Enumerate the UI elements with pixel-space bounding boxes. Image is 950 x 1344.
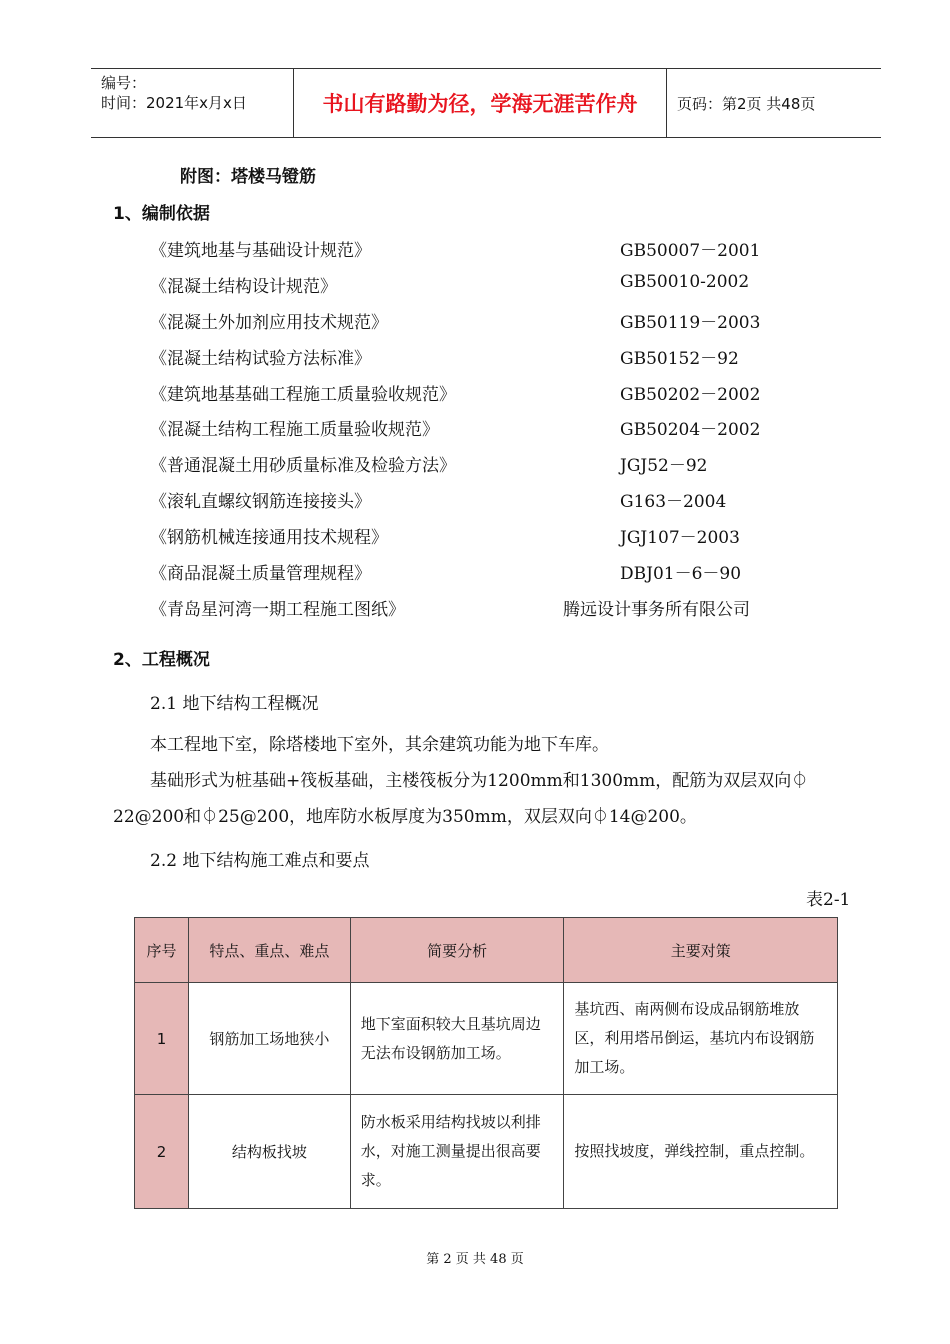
ref-name: 《混凝土外加剂应用技术规范》	[150, 313, 388, 333]
row-number: 1	[135, 983, 189, 1095]
row-measure: 按照找坡度，弹线控制，重点控制。	[564, 1095, 838, 1209]
row-measure: 基坑西、南两侧布设成品钢筋堆放区，利用塔吊倒运，基坑内布设钢筋加工场。	[564, 983, 838, 1095]
ref-code: 腾远设计事务所有限公司	[563, 600, 750, 620]
ref-code: GB50152－92	[620, 349, 739, 369]
ref-code: DBJ01－6－90	[620, 564, 742, 584]
ref-code: GB50204－2002	[620, 420, 761, 440]
ref-code: GB50202－2002	[620, 385, 761, 405]
page-footer: 第 2 页 共 48 页	[426, 1252, 524, 1267]
ref-code: JGJ52－92	[620, 456, 708, 476]
table-header-cell: 特点、重点、难点	[188, 918, 350, 983]
difficulty-table	[134, 917, 838, 1209]
subsection-2-2: 2.2 地下结构施工难点和要点	[150, 851, 370, 871]
section1-title: 1、编制依据	[113, 204, 210, 224]
ref-name: 《混凝土结构工程施工质量验收规范》	[150, 420, 439, 440]
subsection-2-1: 2.1 地下结构工程概况	[150, 694, 319, 714]
header-left	[101, 73, 247, 113]
table-header-cell: 简要分析	[350, 918, 564, 983]
section2-title: 2、工程概况	[113, 650, 210, 670]
row-analysis: 地下室面积较大且基坑周边无法布设钢筋加工场。	[350, 983, 564, 1095]
paragraph-1: 本工程地下室，除塔楼地下室外，其余建筑功能为地下车库。	[150, 735, 609, 755]
paragraph-2-line-1: 基础形式为桩基础+筏板基础，主楼筏板分为1200mm和1300mm，配筋为双层双向⏀	[150, 771, 809, 791]
table-row	[135, 1095, 838, 1209]
page-header	[91, 68, 881, 138]
ref-name: 《青岛星河湾一期工程施工图纸》	[150, 600, 405, 620]
table-header-cell: 主要对策	[564, 918, 838, 983]
header-page-number: 页码：第2页 共48页	[677, 95, 816, 113]
row-analysis: 防水板采用结构找坡以利排水，对施工测量提出很高要求。	[350, 1095, 564, 1209]
row-feature: 结构板找坡	[188, 1095, 350, 1209]
ref-name: 《滚轧直螺纹钢筋连接接头》	[150, 492, 371, 512]
table-header-row	[135, 918, 838, 983]
ref-name: 《建筑地基基础工程施工质量验收规范》	[150, 385, 456, 405]
ref-code: GB50007－2001	[620, 241, 761, 261]
row-feature: 钢筋加工场地狭小	[188, 983, 350, 1095]
ref-code: GB50119－2003	[620, 313, 761, 333]
ref-name: 《混凝土结构试验方法标准》	[150, 349, 371, 369]
table-row	[135, 983, 838, 1095]
time-label: 时间：2021年x月x日	[101, 94, 247, 112]
ref-code: G163－2004	[620, 492, 727, 512]
ref-name: 《钢筋机械连接通用技术规程》	[150, 528, 388, 548]
number-label: 编号：	[101, 74, 147, 92]
row-number: 2	[135, 1095, 189, 1209]
paragraph-2-line-2: 22@200和⏀25@200，地库防水板厚度为350mm，双层双向⏀14@200。	[113, 807, 697, 827]
ref-name: 《混凝土结构设计规范》	[150, 277, 337, 297]
ref-code: JGJ107－2003	[620, 528, 740, 548]
ref-name: 《建筑地基与基础设计规范》	[150, 241, 371, 261]
ref-name: 《普通混凝土用砂质量标准及检验方法》	[150, 456, 456, 476]
ref-code: GB50010-2002	[620, 272, 750, 292]
table-header-cell: 序号	[135, 918, 189, 983]
header-motto: 书山有路勤为径，学海无涯苦作舟	[293, 69, 667, 137]
appendix-title: 附图：塔楼马镫筋	[180, 167, 316, 187]
ref-name: 《商品混凝土质量管理规程》	[150, 564, 371, 584]
table-label: 表2-1	[806, 890, 851, 910]
